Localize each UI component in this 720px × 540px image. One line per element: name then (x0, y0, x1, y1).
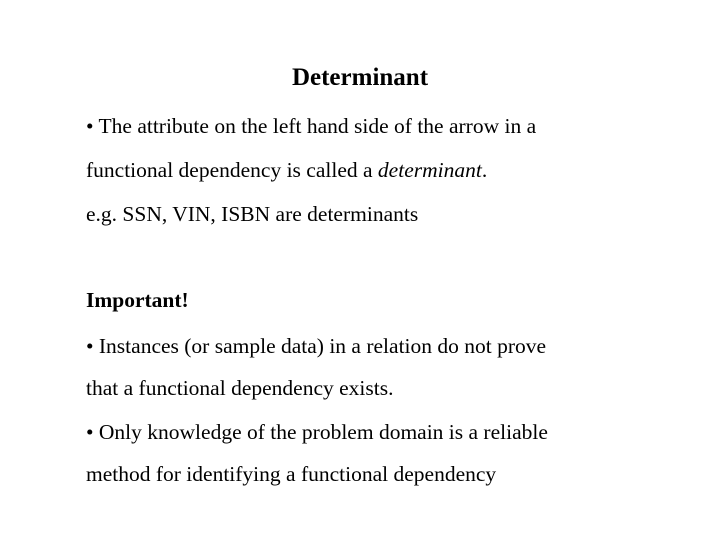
bullet-1-line-1: • Instances (or sample data) in a relation do not prove (86, 334, 547, 358)
example-line: e.g. SSN, VIN, ISBN are determinants (86, 202, 419, 226)
determinant-term: determinant (377, 158, 482, 182)
definition-line-2 (86, 158, 487, 183)
bullet-1-line-2: that a functional dependency exists. (86, 376, 394, 400)
definition-line-1: • The attribute on the left hand side of the arrow in a (86, 114, 537, 138)
bullet-2-line-1: • Only knowledge of the problem domain is a reliable (86, 420, 548, 444)
slide-title: Determinant (291, 64, 429, 91)
definition-line-2-prefix: functional dependency is called a (86, 158, 378, 182)
bullet-2-line-2: method for identifying a functional dependency (86, 462, 497, 486)
important-heading: Important! (86, 288, 189, 312)
definition-line-2-suffix: . (481, 158, 488, 182)
